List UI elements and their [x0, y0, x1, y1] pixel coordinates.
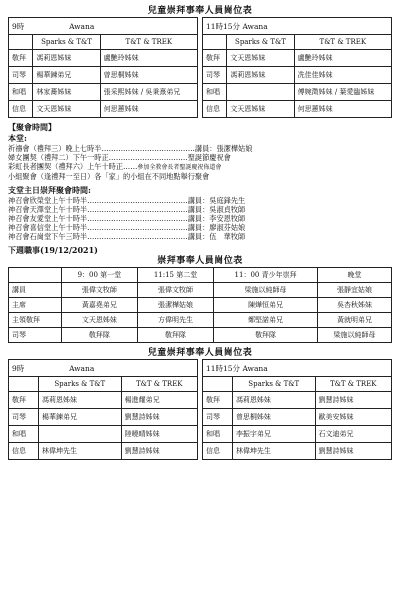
branch-line: 神召會喜信堂上午十時半……………………………………講員：廖淑芬姑娘 — [8, 222, 246, 232]
meeting-line: 小組聚會（逢禮拜一至日）各「家」的小組在不同地點舉行聚會 — [8, 171, 210, 181]
branch-heading: 支堂主日崇拜聚會時間: — [8, 184, 91, 195]
top-left-name: Awana — [69, 21, 95, 31]
table-row: 司琴 敬拜隊 敬拜隊 敬拜隊 梁施以純師母 — [9, 328, 392, 343]
meetings-heading: 【聚會時間】 — [8, 122, 56, 133]
bottom-left-service-header: 9時 Awana — [9, 360, 198, 377]
table-row: 敬拜 馮莉恩姊妹 盧艷玲姊妹 敬拜 文天恩姊妹 盧艷玲姊妹 — [9, 50, 392, 67]
meeting-line: 婦女團契（禮拜二）下午一時正……………………………聖誕節慶祝會 — [8, 153, 231, 163]
top-title: 兒童崇拜事奉人員崗位表 — [147, 6, 253, 16]
branch-line: 神召會友愛堂上午十時半……………………………………講員：李安恩牧師 — [8, 213, 246, 223]
col-header: T&T & TREK — [294, 35, 391, 50]
table-row: 和唱 陸曉晴姊妹 和唱 李振宇弟兄 石文迪弟兄 — [9, 426, 392, 443]
table-row: 講員 張偉文牧師 張偉文牧師 梁施以純師母 張靜宜姑娘 — [9, 283, 392, 298]
branch-line: 神召會石崗堂下午三時半……………………………………講員：伍 華牧師 — [8, 231, 246, 241]
top-right-time: 11時15分 — [205, 21, 241, 31]
top-left-service-header — [9, 18, 198, 35]
bottom-title: 兒童崇拜事奉人員崗位表 — [147, 348, 253, 358]
meeting-line: 彩虹長者團契（禮拜六）上午十時正……參加全教會長者聖誕慶祝佈道會 — [8, 162, 222, 172]
table-row: 和唱 林家蕎姊妹 張采熙姊妹 / 吳秉熹弟兄 和唱 傅婉澂姊妹 / 葉愛臨姊妹 — [9, 84, 392, 101]
col-header: Sparks & T&T — [227, 35, 294, 50]
meeting-line: 祈禱會（禮拜三）晚上七時半…………………………………講員：張潔樺姑娘 — [8, 144, 253, 154]
table-row: 信息 林偉坤先生 劉慧詩姊妹 信息 林偉坤先生 劉慧詩姊妹 — [9, 443, 392, 460]
top-right-name: Awana — [242, 21, 268, 31]
top-roster-table — [8, 17, 392, 118]
top-right-service-header — [202, 18, 391, 35]
table-row: 司琴 楊華鍊弟兄 曾思桐姊妹 司琴 馮莉恩姊妹 冼佳佳姊妹 — [9, 67, 392, 84]
top-left-time: 9時 — [12, 21, 25, 31]
bottom-roster-table: 9時 Awana 11時15分 Awana Sparks & T&T T&T & TREK Sparks & T&T T&T & TREK 敬拜 馮莉恩姊妹 楊進耀弟兄 敬拜 馮莉恩姊妹 劉慧詩姊妹 司琴 楊華鍊弟兄 劉慧詩姊妹 司琴 曾思桐姊妹 歐美安姊妹 和唱 陸曉晴姊妹 和唱 李振宇弟兄 石文迪弟兄 信息 林偉坤先生 劉慧詩姊妹 信息 林偉坤先生 劉慧詩姊妹 — [8, 359, 392, 460]
table-row: 主席 黃嘉堯弟兄 張潔樺姑娘 陳燁恒弟兄 吳杏秋姊妹 — [9, 298, 392, 313]
col-header: T&T & TREK — [100, 35, 197, 50]
next-week-table: 9：00 第一堂 11:15 第二堂 11：00 青少年崇拜 晚堂 講員 張偉文牧師 張偉文牧師 梁施以純師母 張靜宜姑娘 主席 黃嘉堯弟兄 張潔樺姑娘 陳燁恒弟兄 吳杏秋姊妹 主領敬拜 文天恩姊妹 方偉明先生 鄭堅諾弟兄 黃就明弟兄 司琴 敬拜隊 敬拜隊 敬拜隊 梁施以純師母 — [8, 267, 392, 343]
next-week-heading: 下週職事(19/12/2021) — [8, 244, 98, 255]
table-row: 敬拜 馮莉恩姊妹 楊進耀弟兄 敬拜 馮莉恩姊妹 劉慧詩姊妹 — [9, 392, 392, 409]
table-row: 主領敬拜 文天恩姊妹 方偉明先生 鄭堅諾弟兄 黃就明弟兄 — [9, 313, 392, 328]
col-header: Sparks & T&T — [33, 35, 100, 50]
main-hall-heading: 本堂: — [8, 133, 27, 144]
branch-line: 神召會天澤堂上午十時半……………………………………講員：吳淑貞牧師 — [8, 204, 246, 214]
table-row: 信息 文天恩姊妹 何思蕙姊妹 信息 文天恩姊妹 何思蕙姊妹 — [9, 101, 392, 118]
table-row: 司琴 楊華鍊弟兄 劉慧詩姊妹 司琴 曾思桐姊妹 歐美安姊妹 — [9, 409, 392, 426]
bottom-right-service-header: 11時15分 Awana — [202, 360, 391, 377]
branch-line: 神召會欣榮堂上午十時半……………………………………講員：吳庭鋒先生 — [8, 195, 246, 205]
next-week-title: 崇拜事奉人員崗位表 — [157, 255, 243, 266]
